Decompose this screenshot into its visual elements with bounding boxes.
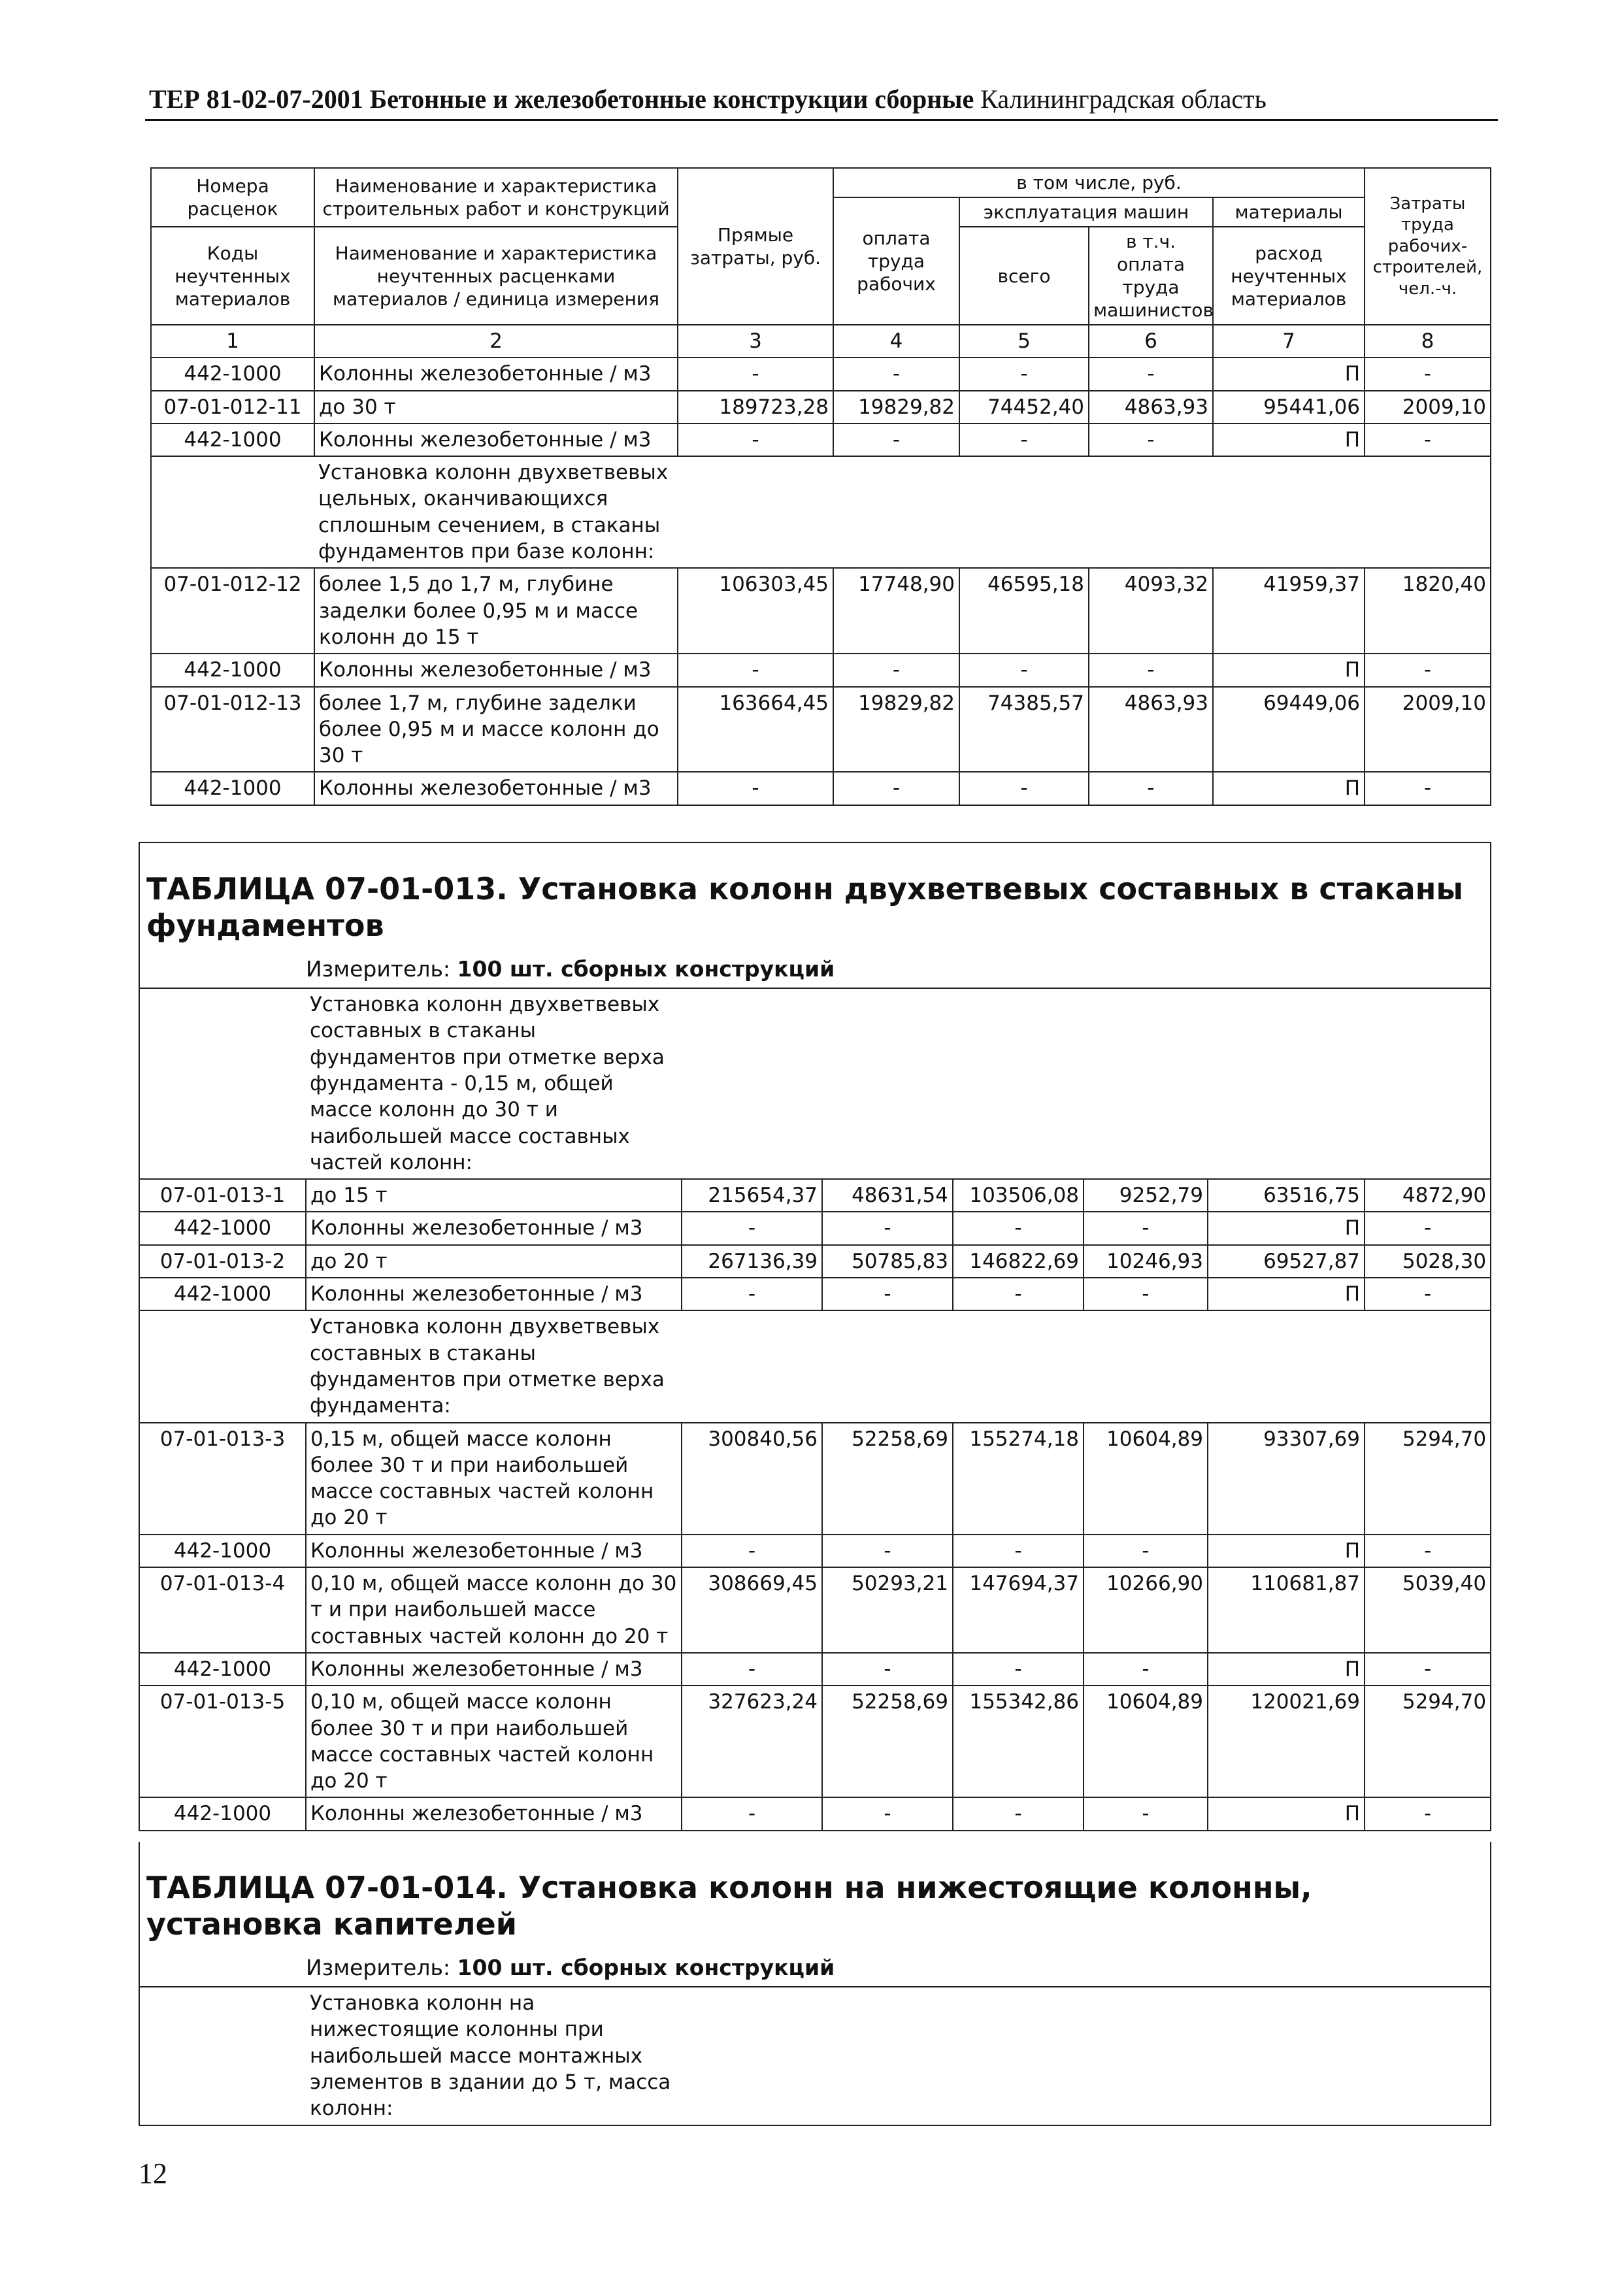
material-p-mark: П xyxy=(1208,1212,1365,1244)
column-number: 8 xyxy=(1365,325,1491,357)
page-number: 12 xyxy=(139,2157,167,2189)
material-row xyxy=(139,1535,1491,1567)
rates-table-07-01-013 xyxy=(139,842,1491,1831)
rate-code: 07-01-013-2 xyxy=(139,1245,306,1278)
machinist-wages-value: 4863,93 xyxy=(1089,391,1213,424)
material-p-mark: П xyxy=(1208,1535,1365,1567)
material-row xyxy=(151,357,1491,390)
col-machines-total-header: всего xyxy=(959,227,1089,325)
material-row xyxy=(139,1212,1491,1244)
wages-value: 52258,69 xyxy=(822,1686,953,1797)
direct-costs-value: 308669,45 xyxy=(682,1567,822,1653)
material-code: 442-1000 xyxy=(151,654,314,686)
machines-value: 74385,57 xyxy=(959,687,1089,773)
rate-name: до 30 т xyxy=(314,391,678,424)
material-code: 442-1000 xyxy=(139,1653,306,1686)
labor-hours-value: 1820,40 xyxy=(1365,568,1491,654)
material-name: Колонны железобетонные / м3 xyxy=(314,772,678,805)
dash-cell: - xyxy=(959,772,1089,805)
material-code: 442-1000 xyxy=(151,357,314,390)
dash-cell: - xyxy=(822,1535,953,1567)
direct-costs-value: 106303,45 xyxy=(678,568,833,654)
machinist-wages-value: 10604,89 xyxy=(1084,1423,1208,1535)
direct-costs-value: 215654,37 xyxy=(682,1179,822,1212)
material-code: 442-1000 xyxy=(139,1797,306,1830)
rate-name: до 15 т xyxy=(306,1179,682,1212)
col-wages-header: оплата труда рабочих xyxy=(833,197,959,325)
col-unaccounted-materials-header: расход неучтенных материалов xyxy=(1213,227,1365,325)
material-p-mark: П xyxy=(1208,1653,1365,1686)
dash-cell: - xyxy=(833,424,959,456)
dash-cell: - xyxy=(1084,1278,1208,1310)
rate-code: 07-01-012-11 xyxy=(151,391,314,424)
dash-cell: - xyxy=(833,772,959,805)
wages-value: 50785,83 xyxy=(822,1245,953,1278)
rate-name: 0,10 м, общей массе колонн более 30 т и при наибольшей массе составных частей колонн до 20 т xyxy=(306,1686,682,1797)
dash-cell: - xyxy=(953,1535,1084,1567)
dash-cell: - xyxy=(953,1797,1084,1830)
rate-code: 07-01-013-4 xyxy=(139,1567,306,1653)
material-code: 442-1000 xyxy=(139,1278,306,1310)
dash-cell: - xyxy=(1089,424,1213,456)
machinist-wages-value: 9252,79 xyxy=(1084,1179,1208,1212)
material-code: 442-1000 xyxy=(139,1535,306,1567)
meter-label: Измеритель: xyxy=(306,956,451,982)
labor-hours-value: 2009,10 xyxy=(1365,391,1491,424)
material-code: 442-1000 xyxy=(151,424,314,456)
machines-value: 146822,69 xyxy=(953,1245,1084,1278)
table-meter xyxy=(306,1946,1491,1987)
rate-row xyxy=(139,1245,1491,1278)
materials-value: 93307,69 xyxy=(1208,1423,1365,1535)
wages-value: 19829,82 xyxy=(833,391,959,424)
dash-cell: - xyxy=(1365,424,1491,456)
group-description: Установка колонн двухветвевых составных в стаканы фундаментов при отметке верха фундамента: xyxy=(310,1315,665,1418)
machinist-wages-value: 10266,90 xyxy=(1084,1567,1208,1653)
dash-cell: - xyxy=(822,1212,953,1244)
dash-cell: - xyxy=(1365,1535,1491,1567)
dash-cell: - xyxy=(953,1653,1084,1686)
column-number: 5 xyxy=(959,325,1089,357)
group-description-row xyxy=(139,1987,1491,2125)
material-name: Колонны железобетонные / м3 xyxy=(314,357,678,390)
dash-cell: - xyxy=(1365,772,1491,805)
material-code: 442-1000 xyxy=(151,772,314,805)
materials-value: 95441,06 xyxy=(1213,391,1365,424)
header-document-title: ТЕР 81-02-07-2001 Бетонные и железобетонные конструкции сборные xyxy=(149,84,974,114)
col-material-names-header: Наименование и характеристика неучтенных расценками материалов / единица измерения xyxy=(314,227,678,325)
dash-cell: - xyxy=(682,1653,822,1686)
column-number: 3 xyxy=(678,325,833,357)
rate-code: 07-01-013-5 xyxy=(139,1686,306,1797)
materials-value: 41959,37 xyxy=(1213,568,1365,654)
machines-value: 147694,37 xyxy=(953,1567,1084,1653)
col-rate-number-header: Номера расценок xyxy=(151,168,314,227)
rates-table-07-01-014 xyxy=(139,1842,1491,2126)
dash-cell: - xyxy=(1084,1212,1208,1244)
material-row xyxy=(139,1278,1491,1310)
col-direct-costs-header: Прямые затраты, руб. xyxy=(678,168,833,325)
materials-value: 63516,75 xyxy=(1208,1179,1365,1212)
machinist-wages-value: 4863,93 xyxy=(1089,687,1213,773)
rate-code: 07-01-013-3 xyxy=(139,1423,306,1535)
wages-value: 52258,69 xyxy=(822,1423,953,1535)
material-p-mark: П xyxy=(1213,772,1365,805)
group-description: Установка колонн двухветвевых цельных, оканчивающихся сплошным сечением, в стаканы фундаментов при базе колонн: xyxy=(318,461,669,564)
labor-hours-value: 5028,30 xyxy=(1365,1245,1491,1278)
labor-hours-value: 5294,70 xyxy=(1365,1423,1491,1535)
dash-cell: - xyxy=(833,357,959,390)
machines-value: 155274,18 xyxy=(953,1423,1084,1535)
group-description-row xyxy=(151,456,1491,568)
dash-cell: - xyxy=(1365,654,1491,686)
table-meter xyxy=(306,948,1491,988)
rate-name: более 1,7 м, глубине заделки более 0,95 м и массе колонн до 30 т xyxy=(314,687,678,773)
material-p-mark: П xyxy=(1213,654,1365,686)
rate-row xyxy=(139,1423,1491,1535)
machinist-wages-value: 10246,93 xyxy=(1084,1245,1208,1278)
column-number: 1 xyxy=(151,325,314,357)
column-number: 6 xyxy=(1089,325,1213,357)
dash-cell: - xyxy=(1089,654,1213,686)
col-materials-header: материалы xyxy=(1213,197,1365,227)
material-code: 442-1000 xyxy=(139,1212,306,1244)
dash-cell: - xyxy=(678,772,833,805)
labor-hours-value: 5039,40 xyxy=(1365,1567,1491,1653)
dash-cell: - xyxy=(822,1797,953,1830)
dash-cell: - xyxy=(822,1653,953,1686)
machines-value: 46595,18 xyxy=(959,568,1089,654)
rate-row xyxy=(139,1179,1491,1212)
dash-cell: - xyxy=(678,654,833,686)
meter-value: 100 шт. сборных конструкций xyxy=(457,956,835,982)
dash-cell: - xyxy=(953,1212,1084,1244)
dash-cell: - xyxy=(682,1535,822,1567)
dash-cell: - xyxy=(1365,1278,1491,1310)
material-row xyxy=(139,1653,1491,1686)
material-row xyxy=(139,1797,1491,1830)
rate-code: 07-01-013-1 xyxy=(139,1179,306,1212)
dash-cell: - xyxy=(1084,1653,1208,1686)
machinist-wages-value: 10604,89 xyxy=(1084,1686,1208,1797)
wages-value: 19829,82 xyxy=(833,687,959,773)
material-name: Колонны железобетонные / м3 xyxy=(306,1212,682,1244)
material-name: Колонны железобетонные / м3 xyxy=(306,1653,682,1686)
running-header xyxy=(149,84,1495,123)
dash-cell: - xyxy=(1089,772,1213,805)
dash-cell: - xyxy=(1365,1212,1491,1244)
dash-cell: - xyxy=(822,1278,953,1310)
material-row xyxy=(151,424,1491,456)
material-p-mark: П xyxy=(1208,1797,1365,1830)
dash-cell: - xyxy=(1084,1535,1208,1567)
dash-cell: - xyxy=(833,654,959,686)
table-title: ТАБЛИЦА 07-01-013. Установка колонн двухветвевых составных в стаканы фундаментов xyxy=(139,842,1491,948)
materials-value: 69449,06 xyxy=(1213,687,1365,773)
material-name: Колонны железобетонные / м3 xyxy=(306,1797,682,1830)
rate-name: до 20 т xyxy=(306,1245,682,1278)
meter-value: 100 шт. сборных конструкций xyxy=(457,1955,835,1981)
material-name: Колонны железобетонные / м3 xyxy=(306,1278,682,1310)
col-machinist-wages-header: в т.ч. оплата труда машинистов xyxy=(1089,227,1213,325)
rate-name: более 1,5 до 1,7 м, глубине заделки более 0,95 м и массе колонн до 15 т xyxy=(314,568,678,654)
labor-hours-value: 5294,70 xyxy=(1365,1686,1491,1797)
material-p-mark: П xyxy=(1213,357,1365,390)
rate-row xyxy=(139,1567,1491,1653)
col-work-name-header: Наименование и характеристика строительных работ и конструкций xyxy=(314,168,678,227)
dash-cell: - xyxy=(1365,357,1491,390)
rate-row xyxy=(151,391,1491,424)
materials-value: 110681,87 xyxy=(1208,1567,1365,1653)
col-machines-header: эксплуатация машин xyxy=(959,197,1213,227)
material-p-mark: П xyxy=(1213,424,1365,456)
dash-cell: - xyxy=(682,1278,822,1310)
material-row xyxy=(151,772,1491,805)
materials-value: 120021,69 xyxy=(1208,1686,1365,1797)
material-name: Колонны железобетонные / м3 xyxy=(314,424,678,456)
header-region: Калининградская область xyxy=(980,84,1267,114)
material-p-mark: П xyxy=(1208,1278,1365,1310)
dash-cell: - xyxy=(959,357,1089,390)
direct-costs-value: 327623,24 xyxy=(682,1686,822,1797)
dash-cell: - xyxy=(1084,1797,1208,1830)
column-numbers-row xyxy=(151,325,1491,357)
rate-code: 07-01-012-13 xyxy=(151,687,314,773)
rate-row xyxy=(139,1686,1491,1797)
dash-cell: - xyxy=(1365,1797,1491,1830)
machines-value: 103506,08 xyxy=(953,1179,1084,1212)
dash-cell: - xyxy=(959,424,1089,456)
group-description: Установка колонн на нижестоящие колонны при наибольшей массе монтажных элементов в здании до 5 т, масса колонн: xyxy=(310,1991,671,2121)
labor-hours-value: 4872,90 xyxy=(1365,1179,1491,1212)
rate-row xyxy=(151,568,1491,654)
rate-row xyxy=(151,687,1491,773)
dash-cell: - xyxy=(678,357,833,390)
direct-costs-value: 300840,56 xyxy=(682,1423,822,1535)
col-including-header: в том числе, руб. xyxy=(833,168,1365,197)
material-name: Колонны железобетонные / м3 xyxy=(306,1535,682,1567)
dash-cell: - xyxy=(1365,1653,1491,1686)
direct-costs-value: 163664,45 xyxy=(678,687,833,773)
materials-value: 69527,87 xyxy=(1208,1245,1365,1278)
direct-costs-value: 267136,39 xyxy=(682,1245,822,1278)
header-rule xyxy=(145,119,1498,121)
material-row xyxy=(151,654,1491,686)
labor-hours-value: 2009,10 xyxy=(1365,687,1491,773)
column-number: 4 xyxy=(833,325,959,357)
rate-name: 0,15 м, общей массе колонн более 30 т и при наибольшей массе составных частей колонн до 20 т xyxy=(306,1423,682,1535)
group-description: Установка колонн двухветвевых составных в стаканы фундаментов при отметке верха фундамента - 0,15 м, общей массе колонн до 30 т и наибольшей массе составных частей колонн: xyxy=(310,993,665,1174)
direct-costs-value: 189723,28 xyxy=(678,391,833,424)
col-labor-costs-header: Затраты труда рабочих-строителей, чел.-ч. xyxy=(1365,168,1491,325)
dash-cell: - xyxy=(678,424,833,456)
dash-cell: - xyxy=(682,1212,822,1244)
wages-value: 17748,90 xyxy=(833,568,959,654)
column-number: 2 xyxy=(314,325,678,357)
rates-table-07-01-012 xyxy=(150,167,1491,806)
meter-label: Измеритель: xyxy=(306,1955,451,1981)
rate-code: 07-01-012-12 xyxy=(151,568,314,654)
table-title: ТАБЛИЦА 07-01-014. Установка колонн на нижестоящие колонны, установка капителей xyxy=(139,1842,1491,1946)
rate-name: 0,10 м, общей массе колонн до 30 т и при наибольшей массе составных частей колонн до 20 т xyxy=(306,1567,682,1653)
group-description-row xyxy=(139,1310,1491,1422)
machines-value: 155342,86 xyxy=(953,1686,1084,1797)
wages-value: 50293,21 xyxy=(822,1567,953,1653)
wages-value: 48631,54 xyxy=(822,1179,953,1212)
dash-cell: - xyxy=(959,654,1089,686)
dash-cell: - xyxy=(682,1797,822,1830)
machinist-wages-value: 4093,32 xyxy=(1089,568,1213,654)
dash-cell: - xyxy=(953,1278,1084,1310)
group-description-row xyxy=(139,988,1491,1179)
material-name: Колонны железобетонные / м3 xyxy=(314,654,678,686)
col-material-codes-header: Коды неучтенных материалов xyxy=(151,227,314,325)
dash-cell: - xyxy=(1089,357,1213,390)
machines-value: 74452,40 xyxy=(959,391,1089,424)
column-number: 7 xyxy=(1213,325,1365,357)
